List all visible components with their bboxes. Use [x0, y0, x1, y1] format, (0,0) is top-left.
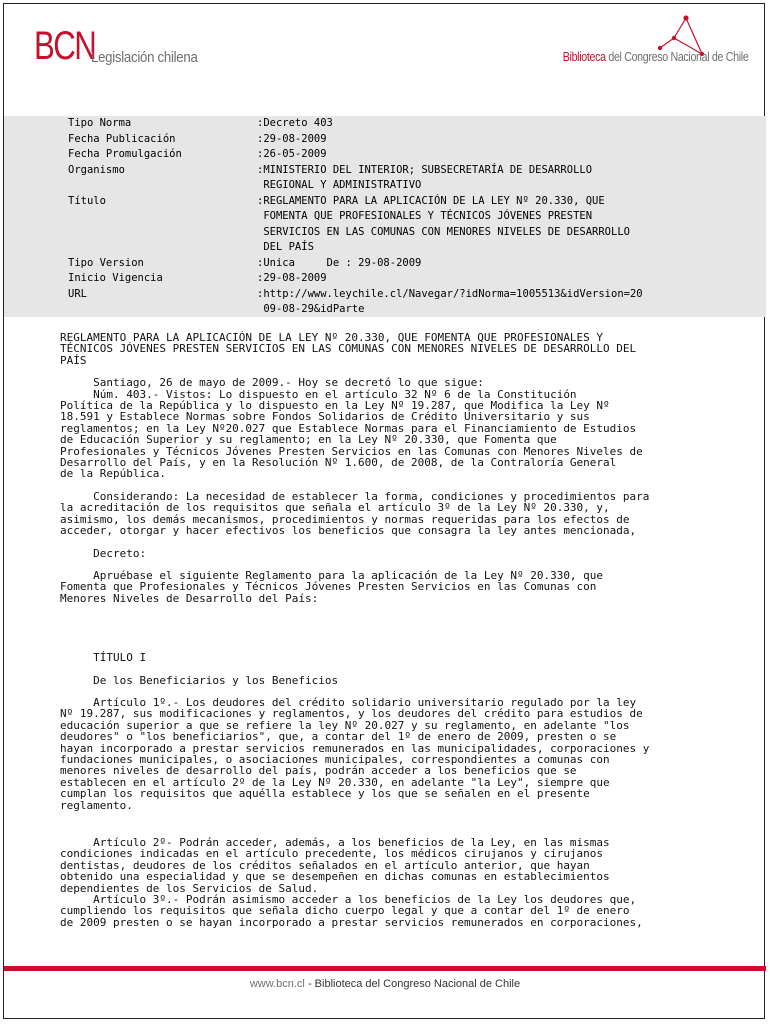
meta-value-fecha-publicacion: :29-08-2009 [257, 132, 327, 145]
footer-url-link[interactable]: www.bcn.cl [249, 978, 305, 990]
institution-rest: del Congreso Nacional de Chile [605, 49, 748, 64]
meta-value-fecha-promulgacion: :26-05-2009 [257, 148, 327, 160]
meta-value-organismo: :MINISTERIO DEL INTERIOR; SUBSECRETARÍA DE DESARROLLO REGIONAL Y ADMINISTRATIVO [257, 163, 593, 191]
meta-label-organismo: Organismo [68, 163, 125, 176]
section-subheading: De los Beneficiarios y los Beneficios [60, 673, 339, 687]
footer-label: - Biblioteca del Congreso Nacional de Chile [304, 978, 521, 990]
meta-label-tipo-norma: Tipo Norma [68, 117, 132, 129]
meta-label-inicio-vigencia: Inicio Vigencia [68, 272, 163, 284]
document-title: REGLAMENTO PARA LA APLICACIÓN DE LA LEY Nº 20.330, QUE FOMENTA QUE PROFESIONALES Y TÉCNICOS JÓVENES PRESTEN SERVICIOS EN LAS COMUNAS CON MENORES NIVELES DE DESARROLLO DEL PAÍS [60, 331, 637, 367]
meta-label-titulo: Título [68, 194, 106, 207]
meta-value-inicio-vigencia: :29-08-2009 [257, 272, 327, 284]
institution-name [562, 49, 748, 64]
meta-value-url[interactable]: :http://www.leychile.cl/Navegar/?idNorma=1005513&idVersion=20 09-08-29&idParte [257, 287, 643, 315]
meta-value-tipo-version: :Unica De : 29-08-2009 [257, 256, 422, 269]
paragraph-vistos: Santiago, 26 de mayo de 2009.- Hoy se decretó lo que sigue: Núm. 403.- Vistos: Lo dispuesto en el artículo 32 Nº 6 de la Constitución Política de la República y lo dispuesto en la Ley Nº 19.287, que Modifica la Ley Nº 18.591 y Establece Normas sobre Fondos Solidarios de Crédito Universitario y sus reglamentos; en la Ley Nº20.027 que Establece Normas para el Financiamiento de Estudios de Educación Superior y su reglamento; en la Ley Nº 20.330, que Fomenta que Profesionales y Técnicos Jóvenes Presten Servicios en las Comunas con Menores Niveles de Desarrollo del País, y en la Resolución Nº 1.600, de 2008, de la Contraloría General de la República. [60, 376, 643, 481]
paragraph-articulo-2-3: Artículo 2º- Podrán acceder, además, a los beneficios de la Ley, en las mismas condiciones indicadas en el artículo precedente, los médicos cirujanos y cirujanos dentistas, deudores de los créditos señalados en el artículo anterior, que hayan obtenido una especialidad y que se desempeñen en dichas comunas en establecimientos dependientes de los Servicios de Salud. Artículo 3º.- Podrán asimismo acceder a los beneficios de la Ley los deudores que, cumpliendo los requisitos que señala dicho cuerpo legal y que a contar del 1º de enero de 2009 presten o se hayan incorporado a prestar servicios remunerados en corporaciones, [60, 836, 643, 929]
institution-prefix: Biblioteca [562, 49, 606, 64]
paragraph-considerando: Considerando: La necesidad de establecer la forma, condiciones y procedimientos para la acreditación de los requisitos que señala el artículo 3º de la Ley Nº 20.330, y, asimismo, los demás mecanismos, procedimientos y normas requeridas para los efectos de acceder, otorgar y hacer efectivos los beneficios que consagra la ley antes mencionada, [60, 489, 650, 538]
document-body [60, 332, 740, 928]
bcn-logo[interactable]: BCN [34, 24, 96, 68]
meta-label-fecha-promulgacion: Fecha Promulgación [68, 148, 182, 160]
meta-label-fecha-publicacion: Fecha Publicación [68, 132, 176, 145]
footer-rule [4, 966, 766, 971]
logo-subtitle: Legislación chilena [91, 49, 198, 66]
meta-label-url: URL [68, 287, 87, 300]
paragraph-apruebase: Apruébase el siguiente Reglamento para la aplicación de la Ley Nº 20.330, que Fomenta que Profesionales y Técnicos Jóvenes Presten Servicios en las Comunas con Menores Niveles de Desarrollo del País: [60, 568, 604, 605]
meta-value-titulo: :REGLAMENTO PARA LA APLICACIÓN DE LA LEY Nº 20.330, QUE FOMENTA QUE PROFESIONALES Y TÉCNICOS JÓVENES PRESTEN SERVICIOS EN LAS COMUNAS CON MENORES NIVELES DE DESARROLLO DEL PAÍS [257, 194, 630, 253]
section-heading-titulo-i: TÍTULO I [60, 651, 147, 665]
paragraph-decreto: Decreto: [60, 546, 147, 560]
paragraph-articulo-1: Artículo 1º.- Los deudores del crédito solidario universitario regulado por la ley Nº 19.287, sus modificaciones y reglamentos, y los deudores del crédito para estudios de educación superior a que se refiere la ley Nº 20.027 y su reglamento, en adelante "los deudores" o "los beneficiarios", que, a contar del 1º de enero de 2009, presten o se hayan incorporado a prestar servicios remunerados en las municipalidades, corporaciones y fundaciones municipales, o asociaciones municipales, correspondientes a comunas con menores niveles de desarrollo del país, podrán acceder a los beneficios que se establecen en el artículo 2º de la Ley Nº 20.330, en adelante "la Ley", siempre que cumplan los requisitos que aquélla establece y los que se señalen en el presente reglamento. [60, 695, 650, 812]
meta-label-tipo-version: Tipo Version [68, 256, 144, 269]
footer [0, 978, 770, 990]
meta-value-tipo-norma: :Decreto 403 [257, 117, 333, 129]
